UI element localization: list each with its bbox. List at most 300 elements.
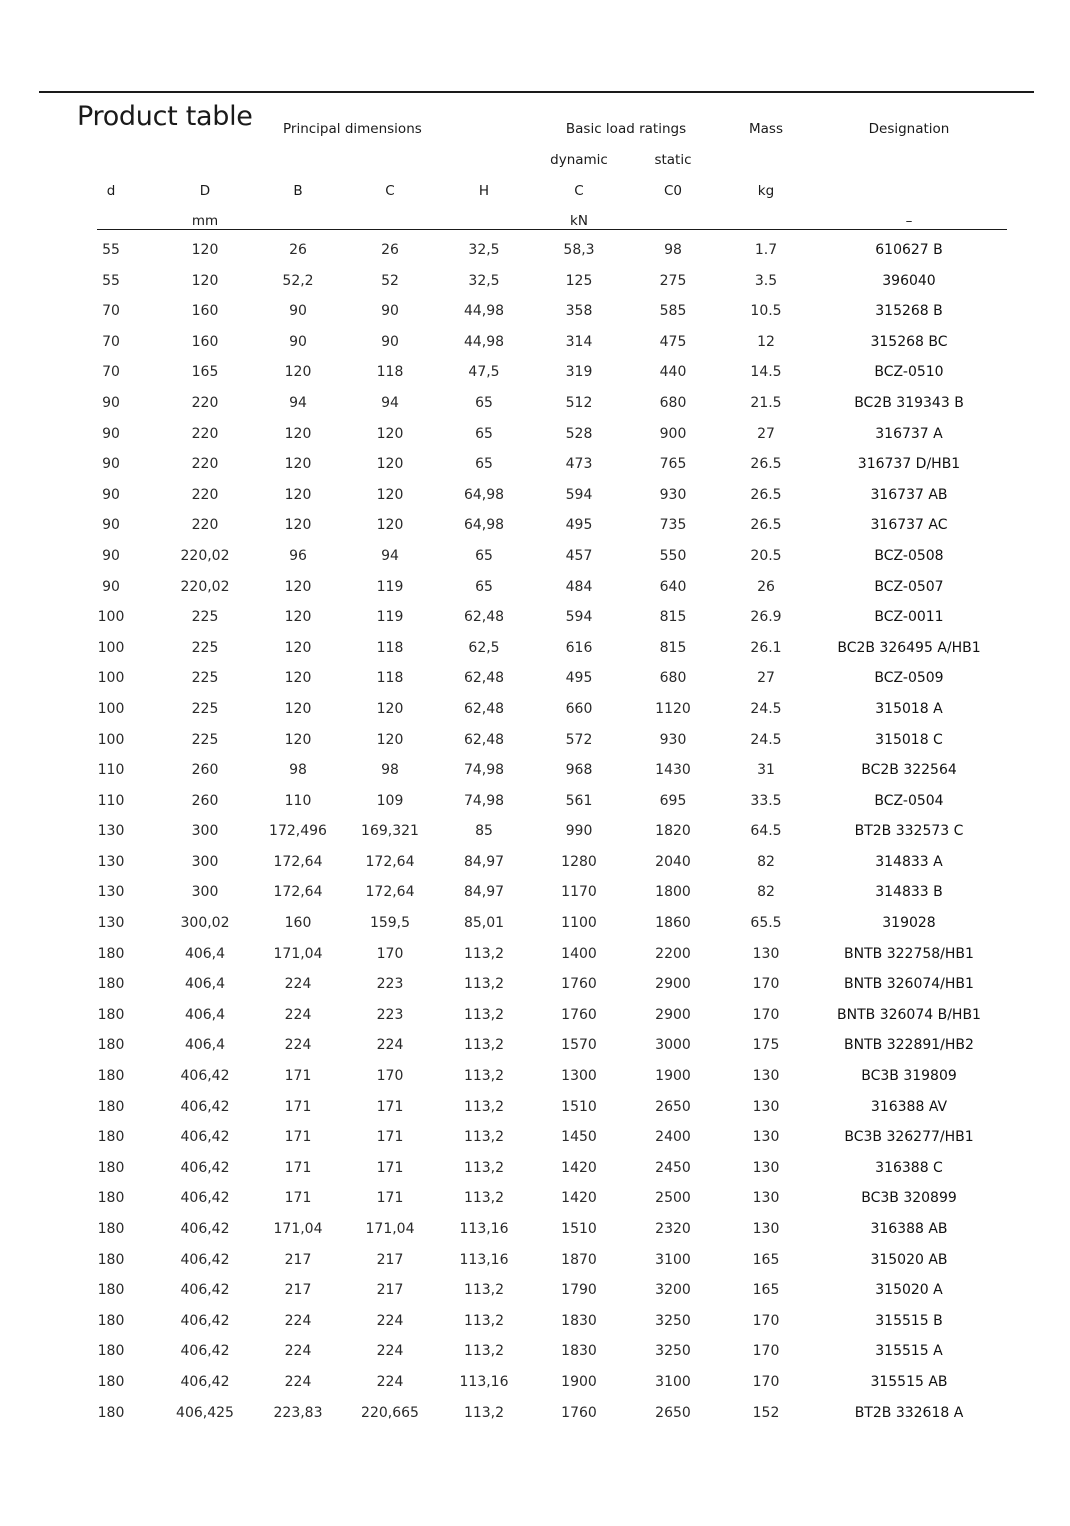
cell-d: 110 <box>97 792 125 809</box>
unit-kN: kN <box>570 213 588 229</box>
cell-d: 90 <box>102 486 120 503</box>
cell-d: 180 <box>97 1006 125 1023</box>
cell-H: 85,01 <box>463 915 505 932</box>
cell-H: 113,2 <box>463 1404 505 1421</box>
cell-C: 120 <box>376 456 404 473</box>
cell-C: 217 <box>376 1251 404 1268</box>
cell-mass: 170 <box>752 1312 780 1329</box>
table-row <box>0 633 1070 664</box>
cell-mass: 175 <box>752 1037 780 1054</box>
table-row <box>0 1122 1070 1153</box>
cell-D: 220,02 <box>180 578 230 595</box>
cell-designation: 315018 A <box>875 700 943 717</box>
cell-H: 32,5 <box>468 272 500 289</box>
cell-C-dynamic: 572 <box>565 731 593 748</box>
cell-H: 47,5 <box>468 364 500 381</box>
header-basic-load-ratings: Basic load ratings <box>565 121 687 137</box>
cell-d: 180 <box>97 945 125 962</box>
cell-H: 113,16 <box>459 1251 509 1268</box>
cell-C-dynamic: 58,3 <box>563 242 595 258</box>
cell-H: 113,2 <box>463 1098 505 1115</box>
cell-designation: BCZ-0508 <box>874 547 944 564</box>
cell-mass: 130 <box>752 1068 780 1085</box>
cell-H: 113,2 <box>463 1159 505 1176</box>
table-row <box>0 572 1070 603</box>
cell-H: 113,2 <box>463 945 505 962</box>
cell-C: 120 <box>376 700 404 717</box>
cell-B: 120 <box>284 486 312 503</box>
cell-C: 224 <box>376 1343 404 1360</box>
cell-C-dynamic: 616 <box>565 639 593 656</box>
cell-designation: 315268 BC <box>870 333 948 350</box>
table-row <box>0 1398 1070 1429</box>
cell-H: 113,2 <box>463 1006 505 1023</box>
cell-d: 130 <box>97 823 125 840</box>
cell-C0: 640 <box>659 578 687 595</box>
cell-mass: 26 <box>757 578 775 595</box>
cell-B: 120 <box>284 609 312 626</box>
cell-H: 44,98 <box>463 303 505 320</box>
cell-C-dynamic: 1280 <box>561 853 597 870</box>
cell-designation: 314833 B <box>875 884 943 901</box>
cell-B: 160 <box>284 915 312 932</box>
cell-C0: 1860 <box>655 915 691 932</box>
cell-mass: 24.5 <box>750 731 782 748</box>
cell-d: 90 <box>102 425 120 442</box>
cell-mass: 26.5 <box>750 456 782 473</box>
table-row <box>0 939 1070 970</box>
col-header-C-dynamic: C <box>574 183 584 199</box>
cell-C-dynamic: 495 <box>565 517 593 534</box>
table-row <box>0 725 1070 756</box>
table-row <box>0 296 1070 327</box>
cell-C: 120 <box>376 486 404 503</box>
cell-C0: 765 <box>659 456 687 473</box>
cell-B: 171 <box>284 1159 312 1176</box>
cell-D: 160 <box>191 333 219 350</box>
cell-C0: 735 <box>659 517 687 534</box>
cell-d: 90 <box>102 517 120 534</box>
cell-H: 113,16 <box>459 1221 509 1237</box>
cell-D: 220 <box>191 456 219 473</box>
cell-designation: 315020 A <box>875 1282 943 1299</box>
table-row <box>0 816 1070 847</box>
cell-D: 300,02 <box>180 915 230 932</box>
cell-d: 55 <box>102 272 120 289</box>
cell-B: 224 <box>284 1312 312 1329</box>
cell-designation: 315515 A <box>875 1343 943 1360</box>
cell-C-dynamic: 512 <box>565 394 593 411</box>
cell-mass: 170 <box>752 976 780 993</box>
cell-mass: 27 <box>757 670 775 687</box>
product-table-body <box>0 235 1070 1428</box>
cell-D: 225 <box>191 609 219 626</box>
cell-D: 260 <box>191 762 219 779</box>
cell-designation: BNTB 322758/HB1 <box>844 945 974 962</box>
cell-C-dynamic: 1420 <box>561 1190 597 1207</box>
cell-B: 120 <box>284 364 312 381</box>
cell-C-dynamic: 1510 <box>561 1098 597 1115</box>
header-principal-dimensions: Principal dimensions <box>283 121 422 137</box>
cell-C: 159,5 <box>369 915 411 932</box>
table-row <box>0 1153 1070 1184</box>
cell-C0: 680 <box>659 670 687 687</box>
table-row <box>0 266 1070 297</box>
cell-mass: 12 <box>757 333 775 350</box>
cell-d: 70 <box>102 364 120 381</box>
cell-mass: 26.5 <box>750 486 782 503</box>
cell-B: 120 <box>284 731 312 748</box>
cell-D: 406,42 <box>180 1068 230 1085</box>
cell-B: 120 <box>284 456 312 473</box>
cell-C-dynamic: 1450 <box>561 1129 597 1146</box>
cell-C-dynamic: 1400 <box>561 945 597 962</box>
cell-D: 406,42 <box>180 1129 230 1146</box>
cell-C0: 815 <box>659 639 687 656</box>
cell-B: 171 <box>284 1190 312 1207</box>
cell-B: 172,64 <box>273 853 323 870</box>
cell-C-dynamic: 457 <box>565 547 593 564</box>
cell-D: 220 <box>191 394 219 411</box>
cell-C0: 550 <box>659 547 687 564</box>
cell-H: 65 <box>475 425 493 442</box>
table-row <box>0 1306 1070 1337</box>
cell-C0: 695 <box>659 792 687 809</box>
cell-d: 180 <box>97 1190 125 1207</box>
cell-C-dynamic: 528 <box>565 425 593 442</box>
cell-D: 406,4 <box>184 1037 226 1054</box>
col-header-d: d <box>106 183 116 199</box>
cell-C: 119 <box>376 609 404 626</box>
cell-designation: 316737 AB <box>870 486 948 503</box>
cell-C0: 2900 <box>655 976 691 993</box>
cell-C-dynamic: 473 <box>565 456 593 473</box>
cell-C-dynamic: 358 <box>565 303 593 320</box>
cell-C0: 1800 <box>655 884 691 901</box>
cell-C: 171 <box>376 1159 404 1176</box>
cell-H: 113,2 <box>463 976 505 993</box>
cell-D: 300 <box>191 853 219 870</box>
cell-D: 406,42 <box>180 1343 230 1360</box>
cell-C: 220,665 <box>361 1404 419 1421</box>
cell-D: 120 <box>191 242 219 258</box>
cell-C-dynamic: 660 <box>565 700 593 717</box>
cell-C: 171 <box>376 1098 404 1115</box>
cell-C-dynamic: 594 <box>565 609 593 626</box>
cell-C: 120 <box>376 517 404 534</box>
cell-designation: BC3B 326277/HB1 <box>844 1129 974 1146</box>
cell-d: 180 <box>97 1159 125 1176</box>
cell-mass: 3.5 <box>754 272 778 289</box>
cell-H: 85 <box>475 823 493 840</box>
cell-C: 94 <box>381 394 399 411</box>
table-row <box>0 1183 1070 1214</box>
cell-D: 220 <box>191 486 219 503</box>
cell-C: 224 <box>376 1373 404 1390</box>
cell-D: 225 <box>191 700 219 717</box>
col-header-B: B <box>293 183 303 199</box>
cell-mass: 26.9 <box>750 609 782 626</box>
cell-C0: 585 <box>659 303 687 320</box>
cell-D: 406,42 <box>180 1312 230 1329</box>
col-header-D: D <box>199 183 211 199</box>
cell-designation: 316388 AV <box>870 1098 948 1115</box>
cell-d: 180 <box>97 1343 125 1360</box>
cell-mass: 14.5 <box>750 364 782 381</box>
cell-C0: 3250 <box>655 1312 691 1329</box>
cell-mass: 170 <box>752 1006 780 1023</box>
cell-B: 171 <box>284 1098 312 1115</box>
cell-designation: BCZ-0510 <box>874 364 944 381</box>
cell-C: 120 <box>376 425 404 442</box>
cell-H: 62,5 <box>468 639 500 656</box>
cell-H: 65 <box>475 394 493 411</box>
cell-H: 113,16 <box>459 1373 509 1390</box>
cell-D: 300 <box>191 884 219 901</box>
cell-d: 180 <box>97 1068 125 1085</box>
cell-mass: 152 <box>752 1404 780 1421</box>
cell-C: 26 <box>381 242 399 258</box>
cell-d: 180 <box>97 1312 125 1329</box>
table-row <box>0 1061 1070 1092</box>
cell-C-dynamic: 1420 <box>561 1159 597 1176</box>
cell-d: 180 <box>97 1221 125 1237</box>
table-row <box>0 235 1070 266</box>
table-row <box>0 1214 1070 1245</box>
cell-C: 223 <box>376 1006 404 1023</box>
col-header-C: C <box>385 183 395 199</box>
cell-C: 120 <box>376 731 404 748</box>
cell-C-dynamic: 1570 <box>561 1037 597 1054</box>
cell-C: 171 <box>376 1129 404 1146</box>
cell-C: 98 <box>381 762 399 779</box>
cell-C-dynamic: 1830 <box>561 1312 597 1329</box>
cell-designation: 315268 B <box>875 303 943 320</box>
cell-C: 90 <box>381 303 399 320</box>
cell-C: 224 <box>376 1312 404 1329</box>
cell-d: 110 <box>97 762 125 779</box>
cell-C: 52 <box>381 272 399 289</box>
cell-C-dynamic: 990 <box>565 823 593 840</box>
table-row <box>0 1000 1070 1031</box>
cell-C0: 3250 <box>655 1343 691 1360</box>
cell-B: 110 <box>284 792 312 809</box>
cell-designation: 316388 C <box>875 1159 943 1176</box>
cell-H: 113,2 <box>463 1068 505 1085</box>
cell-designation: BCZ-0507 <box>874 578 944 595</box>
cell-designation: BNTB 322891/HB2 <box>844 1037 974 1054</box>
table-row <box>0 1367 1070 1398</box>
cell-B: 26 <box>289 242 307 258</box>
cell-C0: 98 <box>664 242 682 258</box>
cell-H: 65 <box>475 578 493 595</box>
cell-mass: 20.5 <box>750 547 782 564</box>
col-header-C0: C0 <box>663 183 683 199</box>
cell-C: 172,64 <box>365 853 415 870</box>
cell-designation: BT2B 332618 A <box>854 1404 964 1421</box>
cell-D: 406,42 <box>180 1221 230 1237</box>
cell-H: 113,2 <box>463 1282 505 1299</box>
cell-C: 118 <box>376 670 404 687</box>
cell-H: 74,98 <box>463 792 505 809</box>
table-row <box>0 1336 1070 1367</box>
cell-B: 120 <box>284 639 312 656</box>
cell-B: 98 <box>289 762 307 779</box>
cell-C0: 900 <box>659 425 687 442</box>
cell-H: 113,2 <box>463 1343 505 1360</box>
cell-C-dynamic: 314 <box>565 333 593 350</box>
cell-d: 100 <box>97 731 125 748</box>
unit-dash: – <box>905 213 913 229</box>
cell-H: 32,5 <box>468 242 500 258</box>
cell-C-dynamic: 1830 <box>561 1343 597 1360</box>
cell-C: 171 <box>376 1190 404 1207</box>
cell-H: 113,2 <box>463 1312 505 1329</box>
cell-C0: 2200 <box>655 945 691 962</box>
cell-mass: 170 <box>752 1373 780 1390</box>
table-row <box>0 847 1070 878</box>
cell-D: 220 <box>191 517 219 534</box>
cell-designation: 319028 <box>882 915 936 932</box>
cell-C: 172,64 <box>365 884 415 901</box>
cell-C-dynamic: 1100 <box>561 915 597 932</box>
cell-designation: BCZ-0011 <box>874 609 944 626</box>
cell-designation: BC2B 326495 A/HB1 <box>837 639 981 656</box>
cell-d: 55 <box>102 242 120 258</box>
cell-mass: 33.5 <box>750 792 782 809</box>
cell-H: 62,48 <box>463 609 505 626</box>
cell-mass: 24.5 <box>750 700 782 717</box>
cell-B: 171 <box>284 1068 312 1085</box>
cell-mass: 130 <box>752 1159 780 1176</box>
cell-B: 120 <box>284 578 312 595</box>
table-row <box>0 357 1070 388</box>
cell-mass: 10.5 <box>750 303 782 320</box>
cell-C0: 3100 <box>655 1251 691 1268</box>
cell-D: 406,4 <box>184 976 226 993</box>
cell-designation: BCZ-0504 <box>874 792 944 809</box>
cell-C: 109 <box>376 792 404 809</box>
cell-C0: 930 <box>659 731 687 748</box>
cell-C-dynamic: 1900 <box>561 1373 597 1390</box>
cell-D: 406,4 <box>184 1006 226 1023</box>
cell-C-dynamic: 484 <box>565 578 593 595</box>
cell-D: 300 <box>191 823 219 840</box>
cell-d: 70 <box>102 303 120 320</box>
cell-B: 90 <box>289 333 307 350</box>
cell-d: 180 <box>97 1098 125 1115</box>
cell-d: 100 <box>97 639 125 656</box>
cell-D: 406,4 <box>184 945 226 962</box>
cell-designation: BNTB 326074/HB1 <box>844 976 974 993</box>
cell-C0: 930 <box>659 486 687 503</box>
cell-d: 70 <box>102 333 120 350</box>
cell-C-dynamic: 1760 <box>561 1404 597 1421</box>
cell-mass: 130 <box>752 1221 780 1237</box>
cell-mass: 165 <box>752 1282 780 1299</box>
cell-d: 90 <box>102 394 120 411</box>
cell-d: 180 <box>97 1251 125 1268</box>
cell-B: 224 <box>284 1373 312 1390</box>
cell-mass: 165 <box>752 1251 780 1268</box>
cell-D: 406,425 <box>176 1404 234 1421</box>
table-row <box>0 541 1070 572</box>
cell-H: 62,48 <box>463 700 505 717</box>
cell-designation: BNTB 326074 B/HB1 <box>837 1006 981 1023</box>
cell-D: 220 <box>191 425 219 442</box>
table-row <box>0 419 1070 450</box>
cell-C-dynamic: 561 <box>565 792 593 809</box>
cell-H: 64,98 <box>463 486 505 503</box>
table-row <box>0 1245 1070 1276</box>
cell-C: 118 <box>376 364 404 381</box>
cell-D: 260 <box>191 792 219 809</box>
cell-d: 130 <box>97 884 125 901</box>
cell-B: 172,496 <box>269 823 327 840</box>
cell-B: 217 <box>284 1251 312 1268</box>
col-header-H: H <box>478 183 490 199</box>
cell-B: 224 <box>284 976 312 993</box>
cell-C0: 275 <box>659 272 687 289</box>
cell-B: 171,04 <box>273 1221 323 1237</box>
cell-d: 180 <box>97 1282 125 1299</box>
cell-D: 406,42 <box>180 1251 230 1268</box>
cell-designation: 610627 B <box>875 242 943 258</box>
cell-designation: 315020 AB <box>870 1251 948 1268</box>
cell-C0: 2320 <box>655 1221 691 1237</box>
cell-C: 223 <box>376 976 404 993</box>
cell-C0: 475 <box>659 333 687 350</box>
cell-D: 165 <box>191 364 219 381</box>
cell-C-dynamic: 968 <box>565 762 593 779</box>
cell-mass: 82 <box>757 853 775 870</box>
cell-C-dynamic: 1170 <box>561 884 597 901</box>
cell-C0: 3200 <box>655 1282 691 1299</box>
cell-mass: 31 <box>757 762 775 779</box>
cell-designation: 315515 B <box>875 1312 943 1329</box>
cell-B: 224 <box>284 1006 312 1023</box>
cell-d: 180 <box>97 976 125 993</box>
cell-d: 130 <box>97 853 125 870</box>
cell-C: 217 <box>376 1282 404 1299</box>
header-static: static <box>654 152 692 168</box>
cell-designation: 315018 C <box>875 731 943 748</box>
cell-d: 100 <box>97 700 125 717</box>
cell-designation: 316737 D/HB1 <box>857 456 961 473</box>
cell-C-dynamic: 1870 <box>561 1251 597 1268</box>
cell-H: 84,97 <box>463 884 505 901</box>
cell-d: 180 <box>97 1129 125 1146</box>
cell-mass: 130 <box>752 945 780 962</box>
table-row <box>0 969 1070 1000</box>
header-dynamic: dynamic <box>550 152 608 168</box>
cell-B: 120 <box>284 517 312 534</box>
cell-d: 90 <box>102 547 120 564</box>
table-row <box>0 480 1070 511</box>
cell-C: 119 <box>376 578 404 595</box>
cell-B: 120 <box>284 670 312 687</box>
cell-mass: 26.1 <box>750 639 782 656</box>
cell-H: 62,48 <box>463 731 505 748</box>
cell-d: 180 <box>97 1404 125 1421</box>
cell-mass: 64.5 <box>750 823 782 840</box>
cell-designation: BT2B 332573 C <box>854 823 964 840</box>
cell-C0: 2040 <box>655 853 691 870</box>
cell-designation: 316737 AC <box>870 517 948 534</box>
cell-C-dynamic: 594 <box>565 486 593 503</box>
cell-B: 224 <box>284 1343 312 1360</box>
cell-mass: 21.5 <box>750 394 782 411</box>
